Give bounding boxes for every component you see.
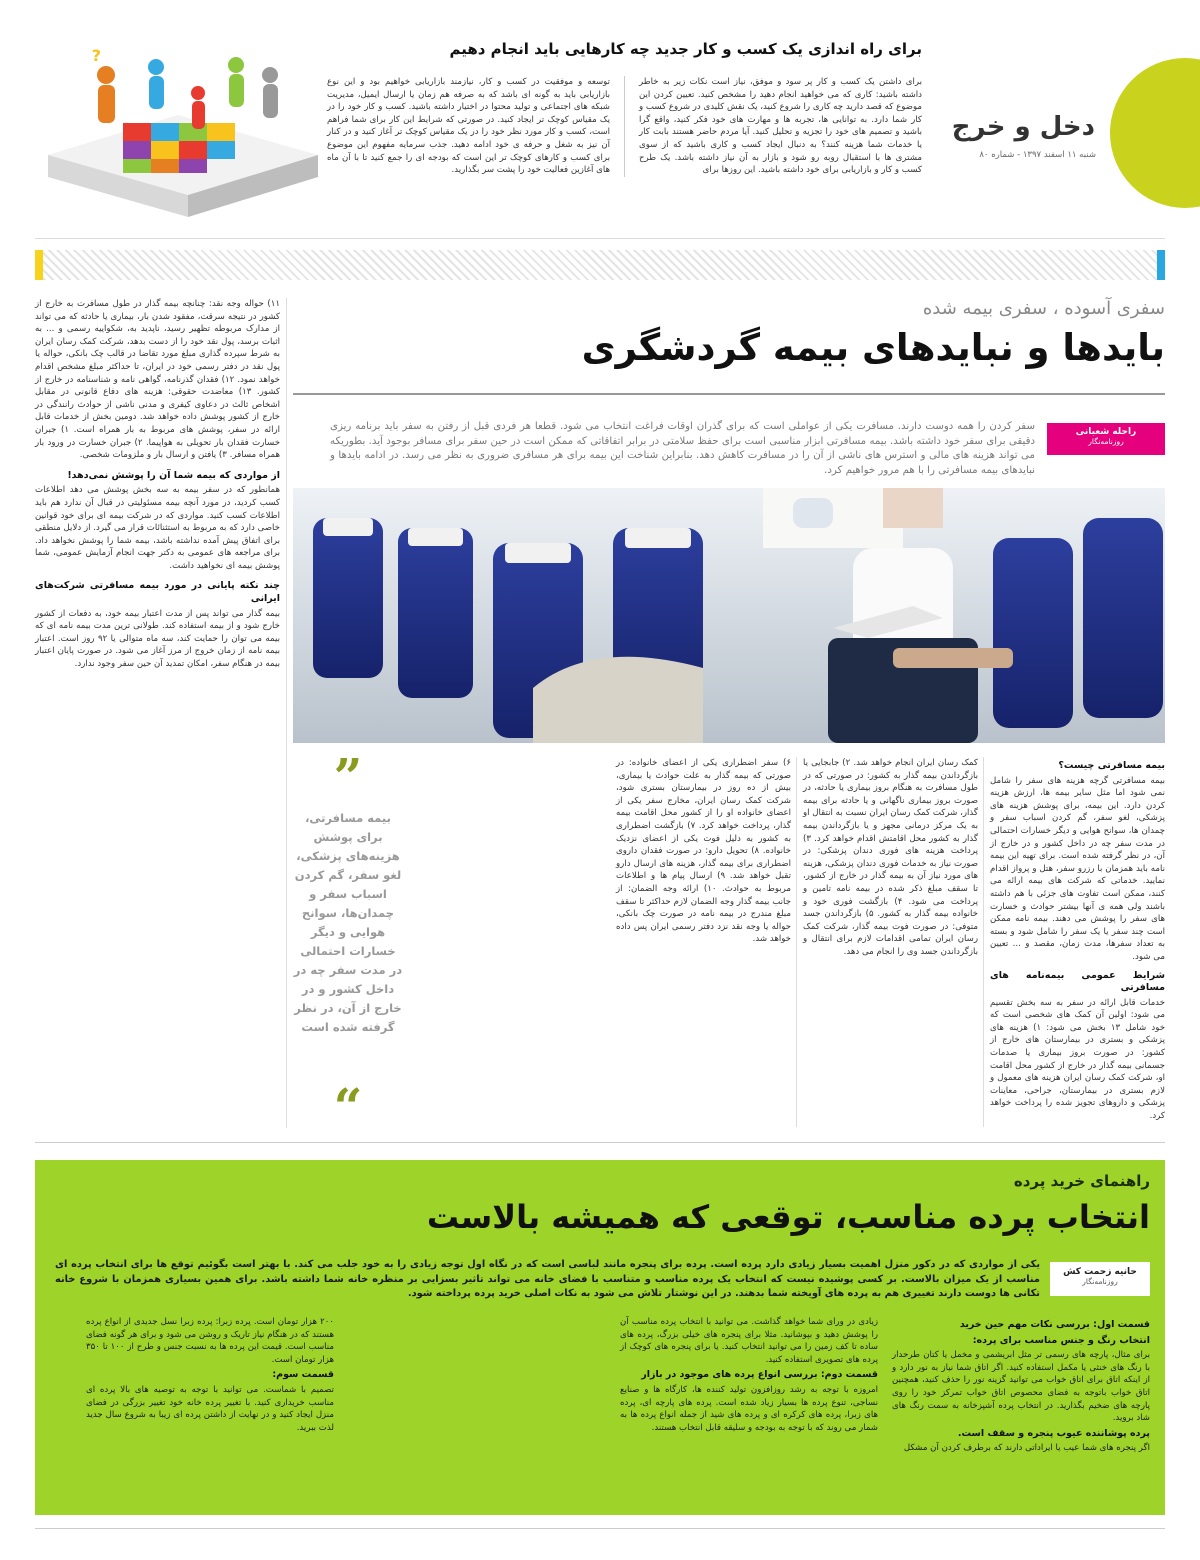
curtain-col1-paragraph-2: اگر پنجره های شما عیب یا ایراداتی دارند که برطرف کردن آن مشکل bbox=[903, 1443, 1150, 1454]
col1-heading-what: بیمه مسافرتی چیست؟ bbox=[1058, 760, 1165, 771]
curtain-col1-paragraph-1: برای مثال، پارچه های رسمی تر مثل ابریشمی و مخمل یا کتان طرحدار با رنگ های خنثی یا مکمل استفاده کنید. اگر اتاق شما نیاز به نور دارد و از اینکه اتاق برای اتاق خواب می توانید گزینه نور را حذف کنید، همچنین اتاق خواب باتوجه به فضای محصوص اتاق خواب تمرکز خود را روی پارچه های ضخیم بگذارید. در انتخاب پرده آشپزخانه به سمت رنگ های شاد بروید. bbox=[892, 1350, 1150, 1424]
curtain-author-box bbox=[1050, 1262, 1150, 1296]
col1-heading-conditions: شرایط عمومی بیمه‌نامه های مسافرتی bbox=[990, 969, 1165, 994]
curtain-heading-part1: قسمت اول: بررسی نکات مهم حین خرید bbox=[959, 1319, 1150, 1330]
col5-heading-exclusions: از مواردی که بیمه شما آن را پوشش نمی‌دهد! bbox=[67, 469, 280, 481]
quote-text: بیمه مسافرتی، برای پوشش هزینه‌های پزشکی، لغو سفر، گم کردن اسباب سفر و چمدان‌ها، سوانح هوایی و دیگر خسارات احتمالی در مدت سفر چه در داخل کشور و در خارج از آن، در نظر گرفته شده است bbox=[293, 811, 403, 1034]
curtain-col4-paragraph-1: ۲۰۰ هزار تومان است. پرده زبرا: پرده زبرا نسل جدیدی از انواع پرده هستند که در هنگام نیاز تاریک و روشن می شود و برای هر گونه فضای مناسب است. قیمت این پرده ها به نسبت جنس و طرح از ۱۰۰ تا ۳۵۰ هزار تومان است. bbox=[86, 1317, 334, 1365]
curtain-col4-paragraph-2: تصمیم با شماست. می توانید با توجه به توصیه های بالا پرده ای مناسب خریداری کنید. با تغییر پرده خانه خود تغییر بزرگی در فضای منزل ایجاد کنید و در نهایت از داشتن پرده ای زیبا به شروع سال جدید لذت ببرید. bbox=[86, 1384, 334, 1433]
curtain-lead: یکی از مواردی که در دکور منزل اهمیت بسیار زیادی دارد پرده است. پرده برای پنجره مانند لباسی است که در نگاه اول توجه زیادی را به خود جلب می کند. با بهتر است بگوئیم توقع ها برای انتخاب پرده ای مناسب از یک میزان بالاست. بر کسی پوشیده نیست که انتخاب یک پرده مناسب و متناسب با فضای خانه می تواند تاثیر بسزایی بر منظره خانه شما داشته باشد. برای همین بسیاری همزمان با شروع خانه تکانی ها دوست دارند تغییری هم به پرده های آویخته شما بدهند. در این نوشتار تلاش می شود به نکات اصلی خرید پرده پرداخته شود. bbox=[55, 1259, 1040, 1299]
article-col-1 bbox=[990, 757, 1165, 1124]
col5-paragraph-2: همانطور که در سفر بیمه به سه بخش پوشش می دهد اطلاعات کسب کردید، در مورد آنچه بیمه مسئولیتی در قبال آن ندارد هم باید اطلاعات کسب کنید. مواردی که در شرکت بیمه ای برای خود قوانین خاصی دارد که به مربوط به استثنائات قرار می گیرد. از دلایل منطقی برای اتفاق پیش آمده نداشته باشد، بیمه شما را پوشش نخواهد داد. برای مراجعه های عمومی به دکتر جهت انجام آزمایش عمومی، شما پوشش بیمه ای نخواهید داشت. bbox=[35, 485, 280, 571]
top-article-col-left: توسعه و موفقیت در کسب و کار، نیازمند بازاریابی خواهیم بود و این نوع بازاریابی باید به گونه ای باشد که به صرفه هم زمان یا ارسال ایمیل، مدیریت شبکه های اجتماعی و تولید محتوا در اختیار داشته باشید. کسب و کار خود را در یک مقیاس کوچک تر ایجاد کنید. در صورتی که شرایط این کار برای شما فراهم است، کسب و کار مورد نظر خود را در یک مقیاس کوچک تر آغاز کنید و در کنار آن نیز به شغل و حرفه ی خود ادامه دهید. جذب سرمایه مفهوم این موضوع برای کسب و کارهای کوچک تر این است که بودجه ای را جمع کنید تا با آن ماه های آغازین فعالیت خود را پشت سر بگذارید. bbox=[327, 77, 611, 176]
curtain-title: انتخاب پرده مناسب، توقعی که همیشه بالاست bbox=[426, 1198, 1150, 1236]
top-article-col-right: برای داشتن یک کسب و کار پر سود و موفق، نیاز است نکات زیر به خاطر داشته باشید: کاری که می خواهید انجام دهید را مشخص کنید. تعیین کردن این موضوع که قصد دارید چه کاری را شروع کنید، یک نقش کلیدی در شروع کسب و کار شما دارد. به توانایی ها، تجربه ها و مهارت های خود فکر کنید، واقع گرا باشید و تصمیم های خود را تجزیه و تحلیل کنید. آیا مردم حاضر هستند بابت کار یا خدمات شما هزینه کنند؟ به دنبال ایجاد کسب و کاری باشید که از سوی مشتری ها با استقبال روبه رو شود و بازار به آن نیاز داشته باشد. یک طرح کسب و کار و بازاریابی برای خود داشته باشید. این روزها برای bbox=[638, 77, 922, 176]
curtain-col-1 bbox=[892, 1316, 1150, 1456]
svg-text:?: ? bbox=[91, 46, 101, 65]
curtain-heading-part2: قسمت دوم: بررسی انواع پرده های موجود در بازار bbox=[641, 1369, 878, 1381]
bottom-divider bbox=[35, 1142, 1165, 1143]
article-lead: سفر کردن را همه دوست دارند. مسافرت یکی از عواملی است که برای گذران اوقات فراغت انتخاب می شود. قطعا هر فردی قبل از رفتن به سفر باید برنامه ریزی دقیقی برای سفر خود داشته باشد. بیمه مسافرتی ابزار مناسبی است برای حفظ سلامتی در برابر اتفاقاتی که ممکن است در حین سفر برای مسافر بوجود آید. بطوریکه می تواند هزینه های مالی و استرس های ناشی از آن را در مسافرت کاهش دهد. بنابراین شناخت این بیمه برای هر مسافری ضروری به نظر می رسد. در ادامه بایدها و نبایدهای بیمه مسافرتی را با هم مرور خواهیم کرد. bbox=[330, 421, 1035, 476]
quote-open-icon: ” bbox=[333, 747, 363, 806]
article-col-2: کمک رسان ایران انجام خواهد شد. ۲) جابجایی یا بازگرداندن بیمه گذار به کشور: در صورتی که در طول مسافرت به هنگام بروز بیماری یا حادثه، در صورت بروز بیماری ناگهانی و یا حادثه برای بیمه گذار، شرکت کمک رسان ایران نسبت به انتقال او به یک مرکز درمانی مجهز و یا بازگرداندن بیمه گذار به کشور محل اقامتش اقدام خواهد کرد. ۳) پرداخت هزینه های فوری دندان پزشکی: در صورت نیاز به خدمات فوری دندان پزشکی، هزینه های مورد نیاز آن به بیمه گذار در خارج از کشور، تا سقف مبلغ ذکر شده در بیمه نامه تامین و پرداخت می شود. ۴) بازگشت فوری خود و خانواده بیمه گذار به کشور. ۵) بازگرداندن جسد متوفی: در صورت فوت بیمه گذار، شرکت کمک رسان ایران تمامی اقدامات لازم برای انتقال و بازگرداندن جسد وی را انجام می دهد. bbox=[803, 758, 978, 957]
curtain-col2-paragraph-1: زیادی در ورای شما خواهد گذاشت. می توانید با انتخاب پرده مناسب آن را پوشش دهید و بپوشانید. مثلا برای پنجره های خیلی بزرگ، پرده های ساده تا کف زمین را می توانید انتخاب کنید. یا برای پنجره های کوچک از پرده های تصویری استفاده کنید. bbox=[620, 1317, 878, 1365]
article-kicker: سفری آسوده ، سفری بیمه شده bbox=[922, 298, 1165, 319]
quote-close-icon: “ bbox=[333, 1077, 363, 1136]
top-divider bbox=[35, 238, 1165, 239]
curtain-author-role: روزنامه‌نگار bbox=[1082, 1277, 1118, 1286]
airplane-cabin-photo bbox=[293, 488, 1165, 743]
top-article bbox=[327, 40, 922, 230]
article-col-3: ۶) سفر اضطراری یکی از اعضای خانواده: در صورتی که بیمه گذار به علت حوادث یا بیماری، بیش از ده روز در بیمارستان بستری شود، شرکت کمک رسان ایران، مخارج سفر یکی از اعضای خانواده او را از کشور محل اقامت بیمه گذار، پرداخت خواهد کرد. ۷) بازگشت اضطراری به کشور به دلیل فوت یکی از اعضای نزدیک خانواده. ۸) تحویل دارو: در صورت فقدان داروی اضطراری برای بیمه گذار، هزینه های ارسال دارو تقبل خواهد شد. ۹) ارسال پیام ها و اطلاعات مربوط به حوادث. ۱۰) ارائه وجه الضمان: از جانب بیمه گذار وجه الضمان لازم حداکثر تا سقف مبلغ مندرج در بیمه نامه در صورت چک بانکی، حواله یا وجه نقد نزد دفتر رسمی ایران پس داده خواهد شد. bbox=[616, 758, 791, 945]
curtain-kicker: راهنمای خرید پرده bbox=[1013, 1172, 1150, 1190]
col1-paragraph-1: بیمه مسافرتی گرچه هزینه های سفر را شامل نمی شود اما مثل سایر بیمه ها، ارزش هزینه کردن دارد. این بیمه، برای پوشش هزینه های پزشکی، لغو سفر، گم کردن اسباب سفر و چمدان ها، سوانح هوایی و دیگر خسارات احتمالی در مدت سفر چه در داخل کشور و در خارج از آن، در نظر گرفته شده است. برای تهیه این بیمه نامه باید همزمان با رزرو سفر، هتل و پرواز اقدام نمایید. خدماتی که شرکت های بیمه ارائه می کنند، ممکن است تفاوت های جزئی با هم داشته باشند ولی همه ی آنها بیشتر حوادث و خسارت های سفر را پوشش می دهند. بیمه نامه ممکن است چند سفر یا یک سفر را شامل شود و بسته به تعداد سفرها، مدت زمان، مقصد و ... تعیین می شود. bbox=[990, 775, 1165, 962]
col1-paragraph-2: خدمات قابل ارائه در سفر به سه بخش تقسیم می شود: اولین آن کمک های شخصی است که خود شامل ۱۳ بخش می شود: ۱) هزینه های پزشکی و بستری در بیمارستان های خارج از کشور: در صورت بروز بیماری یا صدمات جسمانی بیمه گذار در خارج از کشور محل اقامت او، شرکت کمک رسان ایران هزینه های معمول و لازم بستری در بیمارستان، جراحی، معاینات پزشکی و داروهای تجویز شده را پرداخت خواهد کرد. bbox=[990, 997, 1166, 1122]
author-box bbox=[1047, 423, 1165, 455]
top-article-title: برای راه اندازی یک کسب و کار جدید چه کارهایی باید انجام دهیم bbox=[449, 40, 922, 58]
col5-heading-final-tips: چند نکته پایانی در مورد بیمه مسافرتی شرکت‌های ایرانی bbox=[35, 580, 280, 605]
article-title: بایدها و نبایدهای بیمه گردشگری bbox=[581, 326, 1165, 369]
author-name: راحله شعبانی bbox=[1075, 427, 1137, 437]
curtain-heading-cover: پرده پوشاننده عیوب پنجره و سقف است. bbox=[957, 1427, 1150, 1439]
curtain-col-4 bbox=[86, 1316, 334, 1435]
curtain-col2-paragraph-2: امروزه با توجه به رشد روزافزون تولید کننده ها، کارگاه ها و صنایع نساجی، تنوع پرده ها بسیار زیاد شده است. پرده های پارچه ای، پرده های زبرا، پرده های کرکره ای و پرده های شید از جمله انواع پرده ها به شمار می روند که با توجه به بودجه و سلیقه قابل انتخاب هستند. bbox=[620, 1384, 878, 1433]
title-rule bbox=[293, 393, 1165, 395]
col5-paragraph-1: ۱۱) حواله وجه نقد: چنانچه بیمه گذار در طول مسافرت به خارج از کشور در نتیجه سرقت، مفقود شدن بار، بیماری یا حادثه که می تواند از مدارک مربوطه تظهیر رسید، ناپدید به، شکواییه رسمی و ... به اثبات برسد، پول نقد خود را از دست بدهد، شرکت کمک رسان ایران به شرط سپرده گذاری مبلغ مورد تقاضا در قالب چک بانکی، حواله یا پول نقد در دفتر رسمی خود در ایران، تا حداکثر مبلغ مشخص اقدام خواهد نمود. ۱۲) فقدان گذرنامه، گواهی نامه و شناسنامه در خارج از کشور. ۱۳) معاضدت حقوقی: هزینه های دفاع قانونی در مقابل اشخاص ثالث در دعاوی کیفری و مدنی ناشی از حوادث رانندگی در خارج از کشور پوشش داده خواهد شد. دومین بخش از خدمات قابل ارائه در سفر، پوشش های مربوط به بار همراه است. ۱) جبران خسارت فقدان بار تحویلی به هواپیما. ۲) جبران خسارت در ورود بار همراه مسافر. ۳) یافتن و ارسال بار و ملزومات شخصی. bbox=[35, 299, 281, 461]
section-band bbox=[35, 250, 1165, 280]
masthead-logo: دخل و خرج bbox=[951, 112, 1095, 142]
curtain-heading-color: انتخاب رنگ و جنس مناسب برای پرده: bbox=[972, 1334, 1150, 1346]
curtain-heading-part3: قسمت سوم: bbox=[272, 1369, 334, 1381]
footer-rule bbox=[35, 1528, 1165, 1529]
business-puzzle-illustration bbox=[38, 45, 323, 220]
author-role: روزنامه‌نگار bbox=[1088, 437, 1124, 446]
curtain-author-name: حانیه زحمت کش bbox=[1063, 1267, 1137, 1277]
masthead-date: شنبه ۱۱ اسفند ۱۳۹۷ - شماره ۸۰ bbox=[979, 150, 1096, 160]
article-col-5 bbox=[35, 298, 280, 672]
curtain-col-2 bbox=[620, 1316, 878, 1435]
masthead bbox=[951, 0, 1200, 230]
col5-paragraph-3: بیمه گذار می تواند پس از مدت اعتبار بیمه خود، به دفعات از کشور خارج شود و از بیمه استفاده کند. طولانی ترین مدت بیمه نامه ای که بیمه می توان را حمایت کند، سه ماه متوالی یا ۹۲ روز است. اعتبار بیمه نامه از زمان خروج از مرز آغاز می شود. در صورت پایان اعتبار بیمه در هنگام سفر، امکان تمدید آن حین سفر وجود ندارد. bbox=[35, 608, 280, 670]
page-number-circle bbox=[1110, 58, 1200, 208]
pull-quote bbox=[293, 747, 403, 1136]
